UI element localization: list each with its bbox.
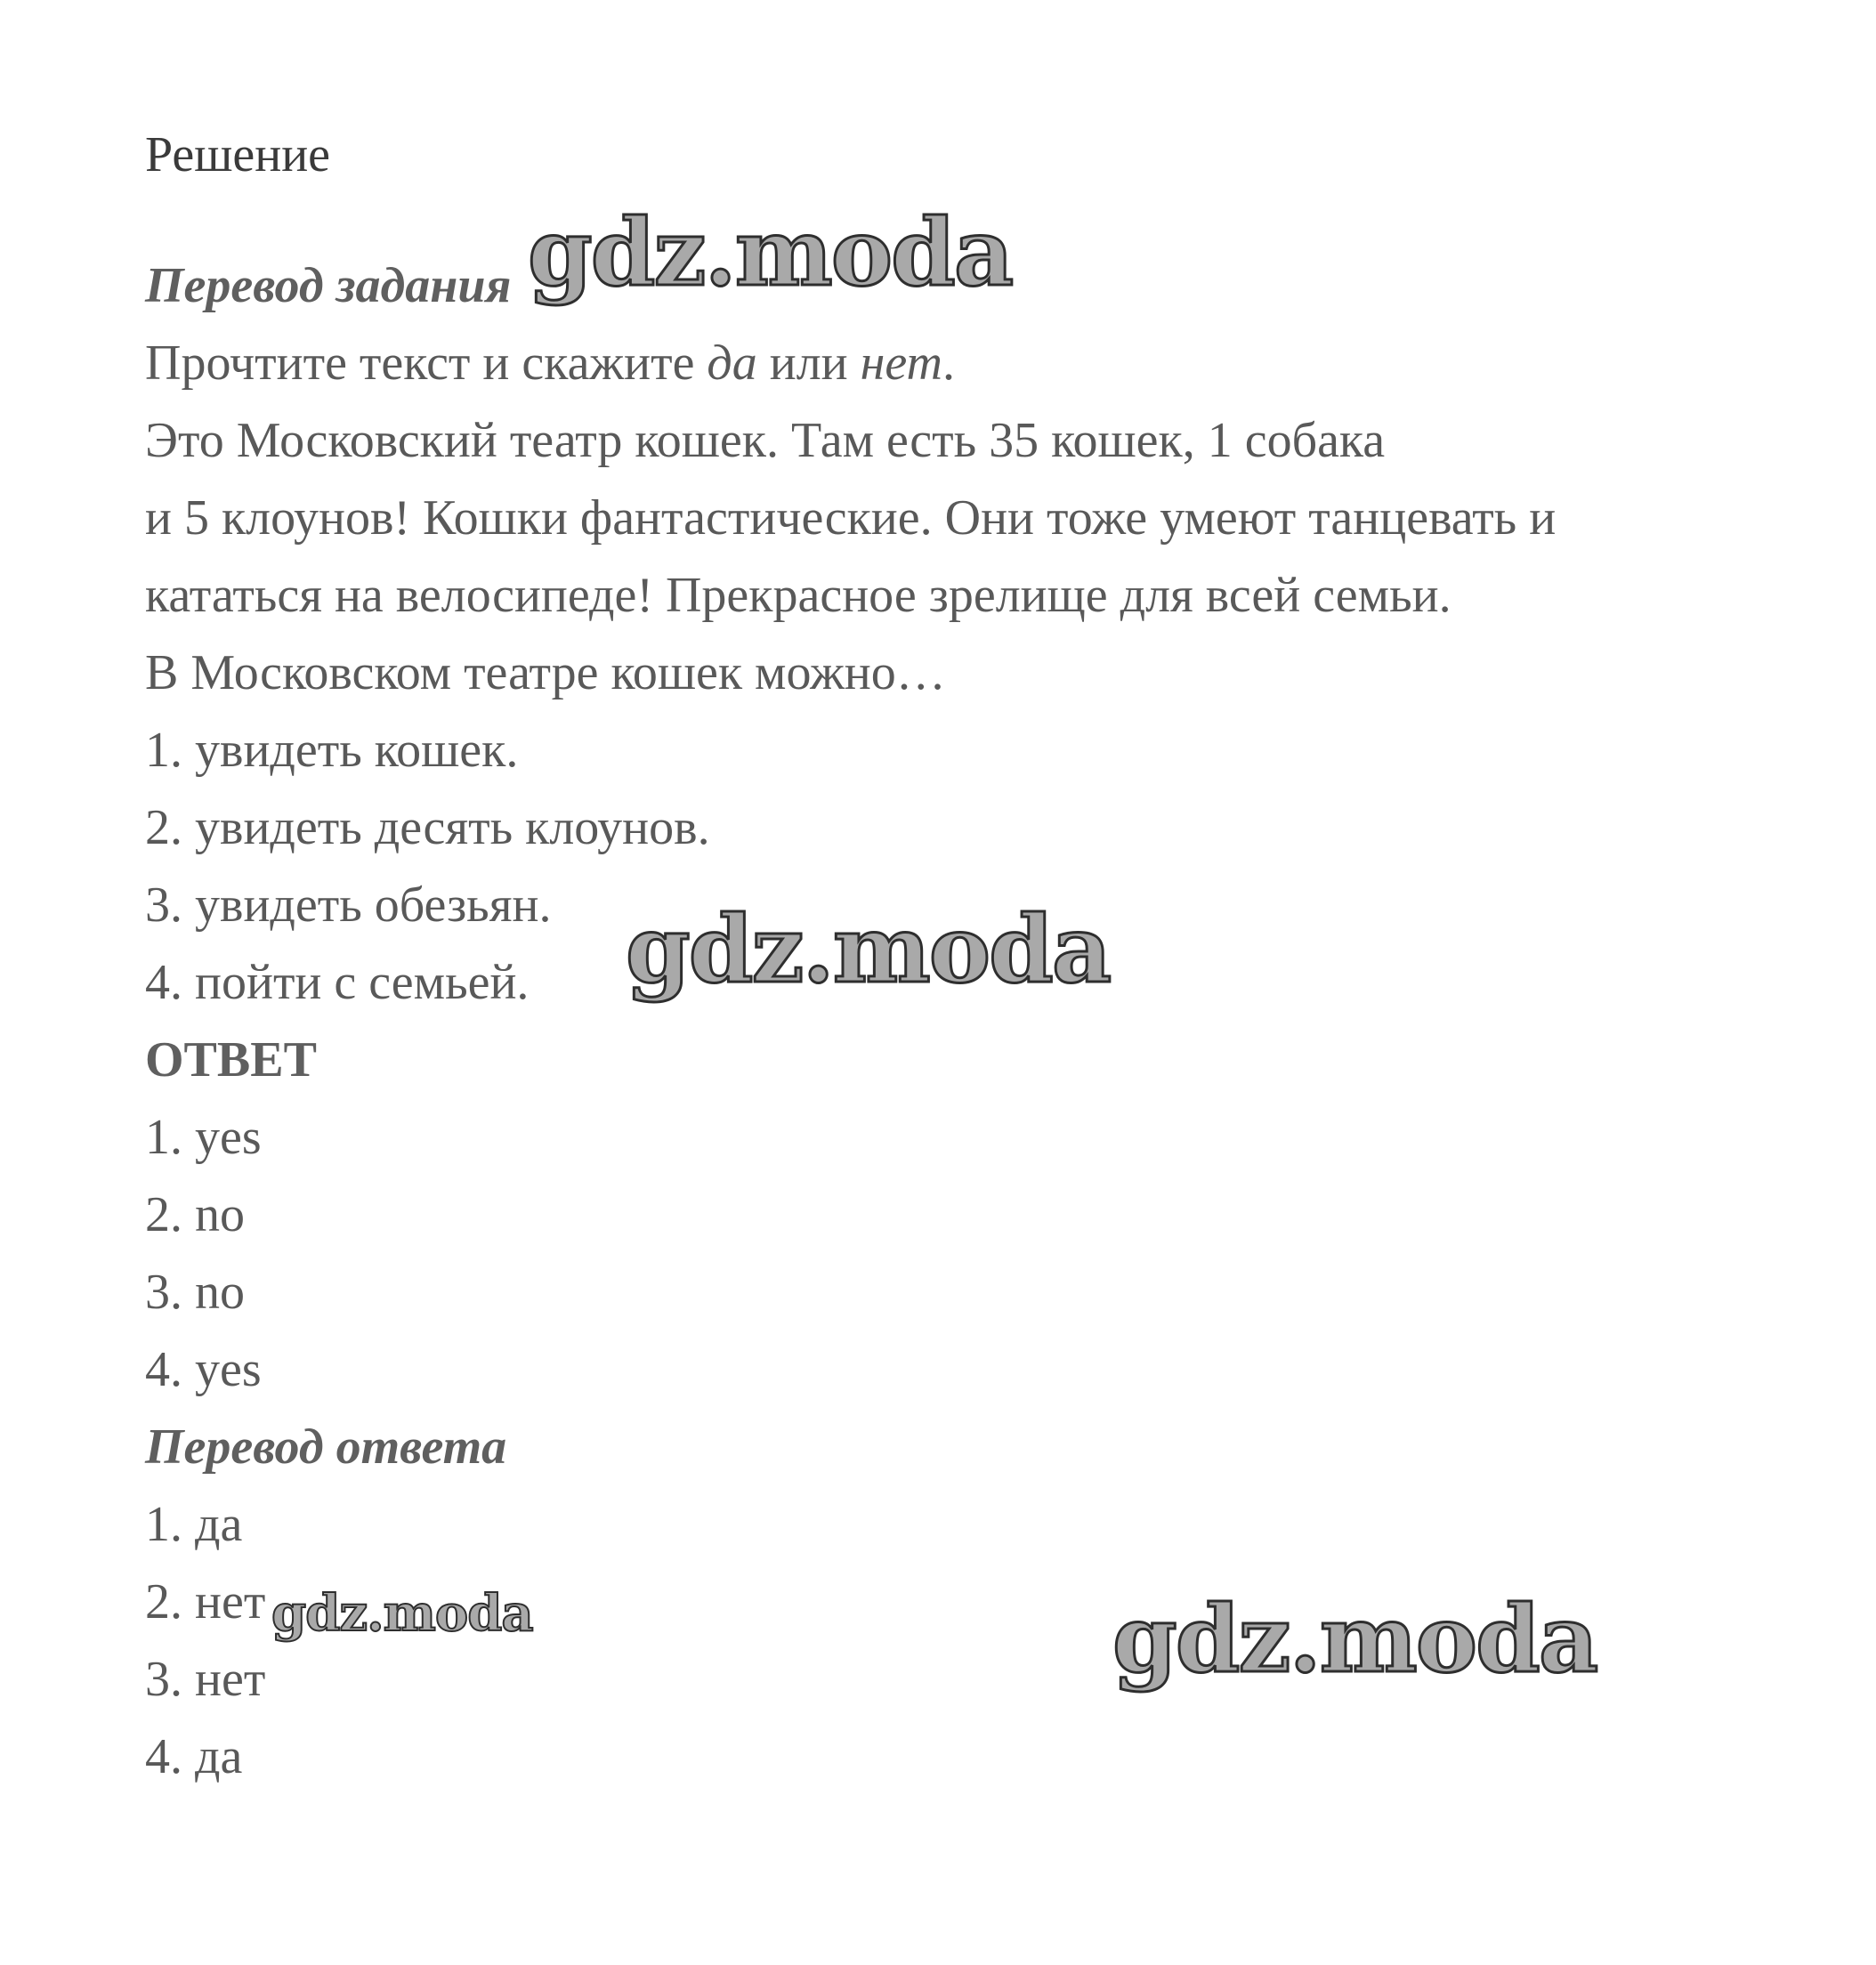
watermark-logo-2: gdz.moda (626, 894, 1111, 1004)
instruction-end: . (942, 336, 955, 391)
answer-item-4: 4. yes (145, 1342, 262, 1397)
watermark-logo-3: gdz.moda (271, 1584, 533, 1643)
instruction-text: Прочтите текст и скажите (145, 336, 708, 391)
translation-item-2: 2. нет (145, 1574, 266, 1629)
task-item-4: 4. пойти с семьей. (145, 955, 530, 1010)
task-instruction (145, 335, 955, 392)
answer-item-1: 1. yes (145, 1110, 262, 1165)
task-translation-title: Перевод задания (145, 258, 512, 313)
word-yes: да (707, 336, 757, 391)
text-line-3: кататься на велосипеде! Прекрасное зрелище для всей семьи. (145, 568, 1451, 623)
word-no: нет (860, 336, 942, 391)
answer-translation-title: Перевод ответа (145, 1419, 507, 1475)
text-line-1: Это Московский театр кошек. Там есть 35 кошек, 1 собака (145, 413, 1386, 468)
page-heading: Решение (145, 127, 331, 182)
word-or: или (756, 336, 861, 391)
answer-item-3: 3. no (145, 1265, 245, 1320)
translation-item-4: 4. да (145, 1729, 243, 1784)
translation-item-3: 3. нет (145, 1652, 266, 1707)
watermark-logo-1: gdz.moda (528, 198, 1013, 307)
task-item-1: 1. увидеть кошек. (145, 723, 519, 778)
answer-item-2: 2. no (145, 1187, 245, 1242)
question: В Московском театре кошек можно… (145, 645, 946, 700)
task-item-2: 2. увидеть десять клоунов. (145, 800, 710, 855)
task-item-3: 3. увидеть обезьян. (145, 877, 552, 933)
text-line-2: и 5 клоунов! Кошки фантастические. Они тоже умеют танцевать и (145, 490, 1557, 546)
watermark-logo-4: gdz.moda (1112, 1584, 1597, 1694)
answer-title: ОТВЕТ (145, 1032, 317, 1088)
translation-item-1: 1. да (145, 1497, 243, 1552)
